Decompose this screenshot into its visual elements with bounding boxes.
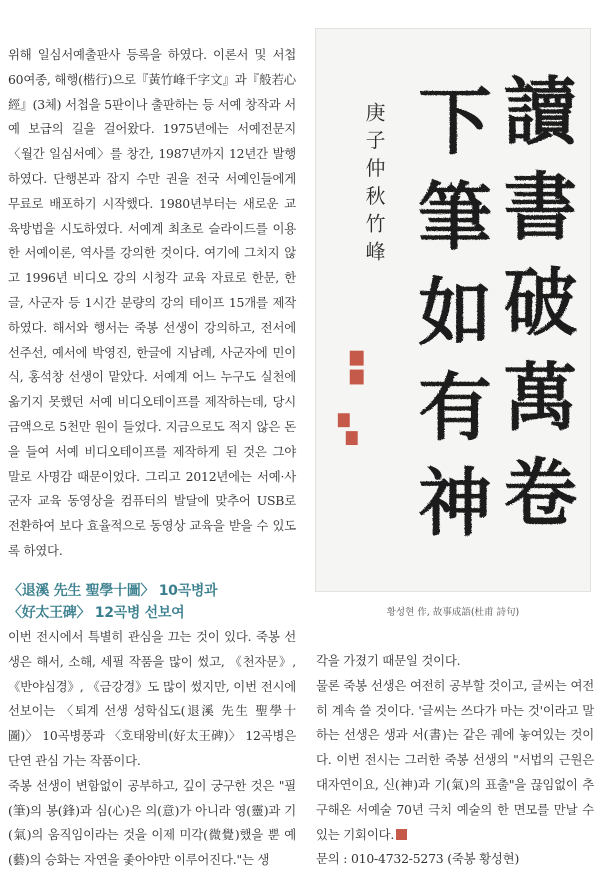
calligraphy-character: 下 — [418, 79, 492, 166]
article-paragraph: 물론 죽봉 선생은 여전히 공부할 것이고, 글씨는 여전히 계속 쓸 것이다. '글씨는 쓰다가 마는 것'이라고 말하는 선생은 생과 서(書)는 같은 궤에 놓여있는 것이다. 이번 전시는 그러한 죽봉 선생의 "서법의 근원은 대자연이요, 신(神)과 기(氣)의 표출"을 끊임없이 추구해온 서예술 70년 극치 예술의 한 면모를 만날 수 있는 기회이다. — [316, 677, 594, 842]
section-heading-line-2: 〈好太王碑〉 12곡병 선보여 — [8, 605, 185, 621]
section-heading-line-1: 〈退溪 先生 聖學十圖〉 10곡병과 — [8, 583, 218, 599]
calligraphy-image — [316, 29, 590, 591]
calligraphy-character: 有 — [418, 365, 492, 452]
calligraphy-character: 讀 — [503, 69, 578, 156]
calligraphy-character: 萬 — [503, 355, 578, 442]
calligraphy-character: 破 — [503, 259, 578, 346]
seal-stamp-icon — [350, 351, 364, 366]
calligraphy-character: 仲 — [365, 156, 386, 180]
article-paragraph: 죽봉 선생이 변함없이 공부하고, 깊이 궁구한 것은 "필(筆)의 봉(鋒)과 심(心)은 의(意)가 아니라 영(靈)과 기(氣)의 움직임이라는 것을 이제 미각(微覺)했을 뿐 예(藝)의 승화는 자연을 좇아야만 이루어진다."는 생 — [8, 777, 296, 868]
contact-info: 문의 : 010-4732-5273 (죽봉 황성현) — [316, 851, 520, 867]
calligraphy-character: 子 — [365, 129, 386, 153]
end-seal-icon — [396, 829, 407, 840]
calligraphy-character: 如 — [418, 269, 492, 356]
calligraphy-character: 神 — [418, 460, 492, 547]
section-heading — [8, 580, 298, 624]
calligraphy-artwork — [315, 28, 591, 592]
seal-stamp-icon — [346, 431, 358, 445]
calligraphy-character: 筆 — [418, 174, 492, 261]
calligraphy-character: 庚 — [365, 101, 386, 125]
article-paragraph: 각을 가졌기 때문일 것이다. — [316, 653, 461, 668]
calligraphy-column-2 — [418, 79, 491, 546]
calligraphy-character: 書 — [503, 164, 578, 251]
seal-stamp-icon — [350, 370, 364, 385]
calligraphy-character: 卷 — [503, 450, 578, 537]
article-paragraph: 위해 일심서예출판사 등록을 하였다. 이론서 및 서첩 60여종, 해행(楷行)으로『黃竹峰千字文』과『般若心經』(3체) 서첩을 5판이나 출판하는 등 서예 창작과 서예 보급의 길을 걸어왔다. 1975년에는 서예전문지 〈월간 일심서예〉를 창간, 1987년까지 12년간 발행하였다. 단행본과 잡지 수만 권을 전국 서예인들에게 무료로 배포하기 시작했다. 1980년부터는 새로운 교육방법을 시도하였다. 서예계 최초로 슬라이드를 이용한 서예이론, 역사를 강의한 것이다. 여기에 그치지 않고 1996년 비디오 강의 시청각 교육 자료로 한문, 한글, 사군자 등 1시간 분량의 강의 테이프 15개를 제작하였다. 해서와 행서는 죽봉 선생이 강의하고, 전서에 선주선, 예서에 박영진, 한글에 지남례, 사군자에 민이식, 홍석창 선생이 맡았다. 서예계 어느 누구도 실천에 옮기지 못했던 서예 비디오테이프를 제작하는데, 당시 금액으로 5천만 원이 들었다. 지금으로도 적지 않은 돈을 들여 서예 비디오테이프를 제작하게 된 것은 그야 말로 사명감 때문이었다. 그리고 2012년에는 서예·사군자 교육 동영상을 컴퓨터의 발달에 맞추어 USB로 전환하여 보다 효율적으로 동영상 교육을 받을 수 있도록 하였다. — [8, 47, 296, 558]
calligraphy-character: 秋 — [365, 184, 386, 208]
calligraphy-character: 峰 — [365, 240, 386, 264]
seal-stamp-icon — [338, 413, 350, 427]
calligraphy-column-1 — [504, 69, 581, 536]
artwork-caption: 황성현 作, 故事成語(杜甫 詩句) — [386, 607, 520, 618]
article-left-column — [8, 43, 296, 564]
article-bottom-left-column — [8, 625, 296, 873]
article-bottom-right-column — [316, 649, 594, 872]
signature-text — [366, 101, 386, 263]
calligraphy-character: 竹 — [365, 212, 386, 236]
article-paragraph: 이번 전시에서 특별히 관심을 끄는 것이 있다. 죽봉 선생은 해서, 소해, 세필 작품을 많이 썼고, 《천자문》, 《반야심경》, 《금강경》도 많이 썼지만, 이번 전시에 선보이는 〈퇴계 선생 성학십도(退溪 先生 聖學十圖)〉 10곡병풍과 〈호태왕비(好太王碑)〉 12곡병은 단연 관심 가는 작품이다. — [8, 629, 296, 768]
